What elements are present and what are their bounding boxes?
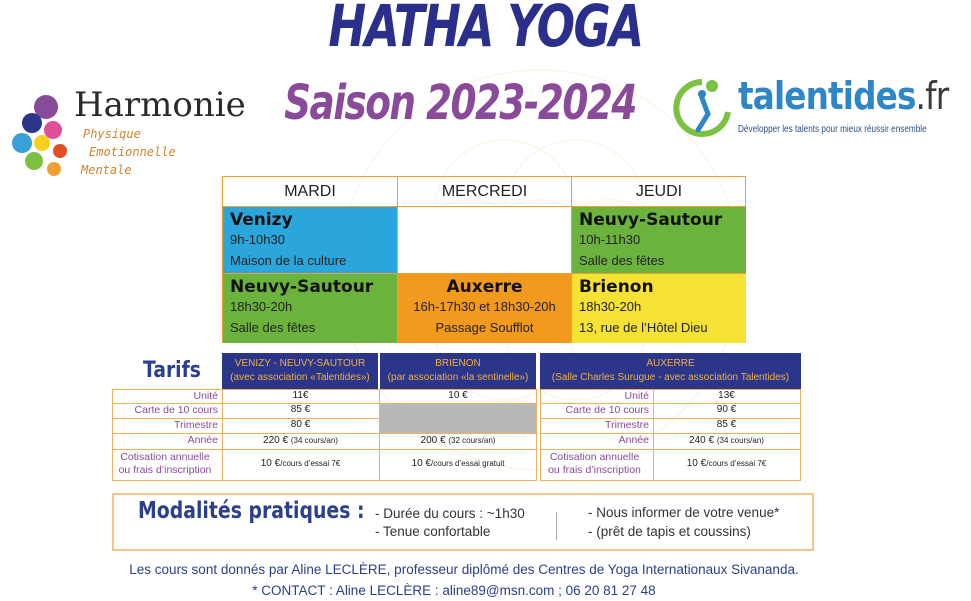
slot-town: Auxerre	[446, 277, 523, 297]
schedule-table	[222, 176, 746, 343]
harmonie-line-physique: Physique	[83, 127, 141, 141]
tarif-unavailable-cell	[380, 404, 536, 433]
slot-hours: 10h-11h30	[579, 232, 641, 247]
tarif-auxerre-trimestre: 85 €	[716, 419, 737, 430]
harmonie-logo	[8, 85, 258, 180]
tarif-brienon-cotisation	[380, 458, 536, 469]
slot-hours: 18h30-20h	[579, 299, 642, 314]
harmonie-line-emotionnelle: Emotionnelle	[89, 145, 176, 159]
slot-town: Brienon	[579, 277, 654, 297]
day-jeudi: JEUDI	[572, 177, 746, 207]
tarif-venizy-annee	[222, 435, 379, 446]
modalites-informer: - Nous informer de votre venue*	[588, 505, 780, 520]
tarif-value: 10 €	[260, 458, 281, 469]
tarifs-head-brienon	[380, 353, 536, 389]
talentides-brand-name: talentides	[738, 74, 916, 118]
row-label-annee: Année	[618, 434, 649, 446]
tarifs-head-title: AUXERRE	[646, 358, 695, 369]
row-label-carte: Carte de 10 cours	[565, 404, 649, 416]
colored-spheres-icon	[8, 85, 74, 180]
tarif-auxerre-cotisation	[653, 458, 800, 469]
tarif-brienon-annee	[380, 435, 536, 446]
slot-place: Salle des fêtes	[230, 320, 316, 335]
slot-mercredi-evening	[398, 274, 572, 343]
slot-place: Maison de la culture	[230, 253, 347, 268]
slot-place: 13, rue de l’Hôtel Dieu	[579, 320, 708, 335]
tarif-venizy-carte: 85 €	[290, 404, 311, 415]
tarif-value: 10 €	[686, 458, 707, 469]
tarif-auxerre-carte: 90 €	[716, 404, 737, 415]
slot-hours: 18h30-20h	[230, 299, 293, 314]
tarif-venizy-cotisation	[222, 458, 379, 469]
page-title: HATHA YOGA	[328, 0, 643, 60]
tarifs-head-sub: (Salle Charles Surugue - avec association Talentides)	[551, 372, 790, 383]
tarif-value: 220 €	[263, 435, 289, 446]
cotisation-line: ou frais d’inscription	[118, 464, 212, 476]
row-label-cotisation	[540, 451, 653, 477]
modalites-duree: - Durée du cours : ~1h30	[375, 506, 525, 521]
cotisation-line: ou frais d’inscription	[548, 464, 641, 476]
modalites-title: Modalités pratiques :	[138, 498, 365, 524]
talentides-logo	[672, 74, 952, 144]
tarif-note: /cours d’essai 7€	[280, 459, 341, 468]
row-label-unite: Unité	[624, 390, 649, 402]
tarif-note: (34 cours/an)	[716, 436, 764, 445]
talentides-emblem-icon	[672, 74, 734, 144]
harmonie-line-mentale: Mentale	[81, 163, 132, 177]
tarif-auxerre-unite: 13€	[718, 390, 735, 401]
modalites-divider	[556, 512, 557, 540]
slot-town: Neuvy-Sautour	[579, 210, 723, 230]
tarif-auxerre-annee	[653, 435, 800, 446]
row-label-cotisation	[112, 451, 222, 477]
tarif-note: (32 cours/an)	[448, 436, 496, 445]
slot-mardi-morning	[223, 207, 398, 274]
row-label-unite: Unité	[193, 390, 218, 402]
tarifs-head-title: BRIENON	[435, 358, 481, 369]
tarif-value: 10 €	[411, 458, 432, 469]
slot-hours: 16h-17h30 et 18h30-20h	[413, 299, 556, 314]
slot-mardi-evening	[223, 274, 398, 343]
talentides-tld: .fr	[915, 74, 949, 118]
slot-place: Passage Soufflot	[435, 320, 534, 335]
slot-jeudi-morning	[572, 207, 746, 274]
tarifs-label: Tarifs	[143, 358, 201, 383]
slot-town: Neuvy-Sautour	[230, 277, 374, 297]
tarif-note: /cours d’essai 7€	[706, 459, 767, 468]
slot-jeudi-evening	[572, 274, 746, 343]
tarifs-head-sub: (avec association «Talentides»)	[230, 372, 370, 383]
tarif-value: 200 €	[420, 435, 446, 446]
footer-teacher-info: Les cours sont donnés par Aline LECLÈRE, professeur diplômé des Centres de Yoga Internationaux Sivananda.	[129, 562, 799, 577]
talentides-tagline: Développer les talents pour mieux réussir ensemble	[738, 124, 927, 135]
tarifs-head-sub: (par association «la sentinelle»)	[387, 372, 529, 383]
cotisation-line: Cotisation annuelle	[549, 451, 640, 463]
day-mercredi: MERCREDI	[398, 177, 572, 207]
row-label-carte: Carte de 10 cours	[134, 404, 218, 416]
row-label-annee: Année	[187, 434, 218, 446]
footer-contact: * CONTACT : Aline LECLÈRE : aline89@msn.com ; 06 20 81 27 48	[252, 583, 656, 598]
season-title: Saison 2023-2024	[284, 75, 636, 131]
tarif-note: /cours d’essai gratuit	[431, 459, 505, 468]
tarif-note: (34 cours/an)	[290, 436, 338, 445]
row-label-trimestre: Trimestre	[605, 419, 649, 431]
tarifs-head-venizy	[222, 353, 378, 389]
day-mardi: MARDI	[223, 177, 398, 207]
tarif-venizy-trimestre: 80 €	[290, 419, 311, 430]
harmonie-name: Harmonie	[74, 85, 246, 125]
tarif-brienon-unite: 10 €	[448, 390, 468, 401]
talentides-brand	[738, 74, 948, 118]
tarifs-head-auxerre	[540, 353, 801, 389]
slot-hours: 9h-10h30	[230, 232, 285, 247]
cotisation-line: Cotisation annuelle	[120, 451, 210, 463]
slot-town: Venizy	[230, 210, 293, 230]
tarif-venizy-unite: 11€	[292, 390, 309, 401]
row-label-trimestre: Trimestre	[174, 419, 218, 431]
tarifs-head-title: VENIZY - NEUVY-SAUTOUR	[234, 358, 366, 369]
tarif-value: 240 €	[689, 435, 715, 446]
modalites-tenue: - Tenue confortable	[375, 524, 491, 539]
slot-place: Salle des fêtes	[579, 253, 665, 268]
modalites-pret: - (prêt de tapis et coussins)	[588, 524, 751, 539]
slot-mercredi-morning-empty	[398, 207, 572, 274]
